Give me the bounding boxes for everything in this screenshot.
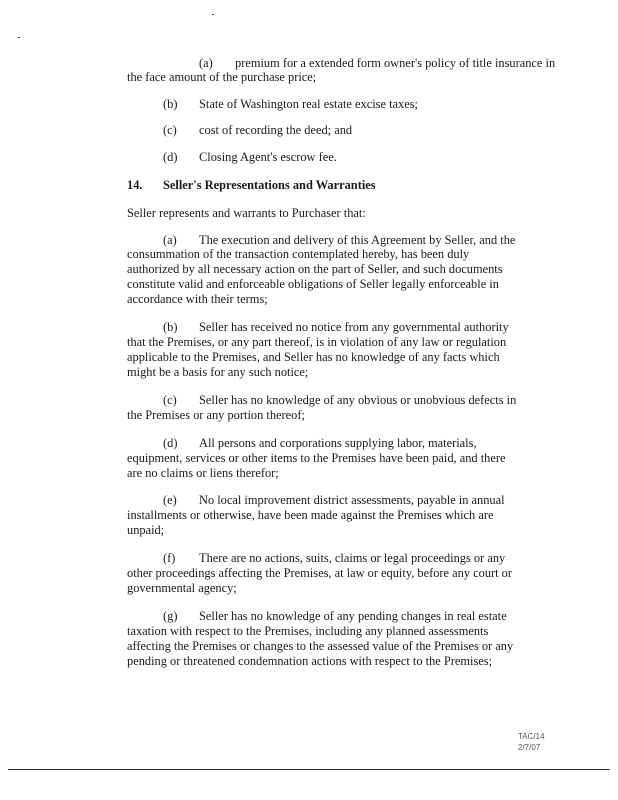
- rep-item-d-line-1: [127, 435, 539, 451]
- rep-item-d-text-1: All persons and corporations supplying labor, materials,: [199, 436, 477, 450]
- cost-item-d-label: (d): [163, 150, 178, 164]
- scan-speck: [18, 37, 20, 38]
- rep-item-g-text-1: Seller has no knowledge of any pending changes in real estate: [199, 609, 507, 623]
- rep-item-g-label: (g): [163, 609, 178, 623]
- rep-item-a-line-2: consummation of the transaction contemplated hereby, has been duly: [127, 247, 470, 261]
- rep-item-e-label: (e): [163, 493, 177, 507]
- rep-item-e-line-1: [127, 492, 539, 508]
- rep-item-f-line-1: [127, 550, 539, 566]
- cost-item-b: [127, 96, 539, 112]
- rep-item-g-line-4: pending or threatened condemnation actions with respect to the Premises;: [127, 654, 493, 668]
- rep-item-a-label: (a): [163, 233, 177, 247]
- rep-item-f-text-1: There are no actions, suits, claims or legal proceedings or any: [199, 551, 506, 565]
- rep-item-c-text-1: Seller has no knowledge of any obvious or unobvious defects in: [199, 393, 517, 407]
- footer-code-line-1: TAC/14: [518, 732, 545, 741]
- cost-item-c-text: cost of recording the deed; and: [199, 123, 353, 137]
- rep-item-f-label: (f): [163, 551, 176, 565]
- rep-item-c-label: (c): [163, 393, 177, 407]
- rep-item-e-text-1: No local improvement district assessments, payable in annual: [199, 493, 505, 507]
- rep-item-d-label: (d): [163, 436, 178, 450]
- cost-item-d-text: Closing Agent's escrow fee.: [199, 150, 337, 164]
- rep-item-b-line-4: might be a basis for any such notice;: [127, 365, 309, 379]
- cost-item-c-label: (c): [163, 123, 177, 137]
- footer-code-line-2: 2/7/07: [518, 743, 541, 752]
- rep-item-b-label: (b): [163, 320, 178, 334]
- section-number: 14.: [127, 178, 143, 192]
- cost-item-b-text: State of Washington real estate excise taxes;: [199, 97, 418, 111]
- rep-item-g-line-2: taxation with respect to the Premises, including any planned assessments: [127, 624, 489, 638]
- rep-item-f-line-2: other proceedings affecting the Premises, at law or equity, before any court or: [127, 566, 513, 580]
- rep-item-d-line-3: are no claims or liens therefor;: [127, 466, 279, 480]
- section-title: Seller's Representations and Warranties: [163, 178, 376, 192]
- rep-item-c-line-1: [127, 392, 539, 408]
- cost-item-d: [127, 149, 539, 165]
- bottom-rule: [8, 769, 610, 770]
- rep-item-b-line-2: that the Premises, or any part thereof, is in violation of any law or regulation: [127, 335, 507, 349]
- cost-item-b-label: (b): [163, 97, 178, 111]
- rep-item-e-line-2: installments or otherwise, have been made against the Premises which are: [127, 508, 494, 522]
- section-heading: [127, 177, 539, 193]
- rep-item-a-text-1: The execution and delivery of this Agreement by Seller, and the: [199, 233, 516, 247]
- rep-item-c-line-2: the Premises or any portion thereof;: [127, 408, 305, 422]
- cost-item-a-line-2: the face amount of the purchase price;: [127, 70, 317, 84]
- rep-item-b-text-1: Seller has received no notice from any governmental authority: [199, 320, 509, 334]
- rep-item-a-line-5: accordance with their terms;: [127, 292, 268, 306]
- scan-speck: [212, 14, 214, 15]
- rep-item-g-line-3: affecting the Premises or changes to the assessed value of the Premises or any: [127, 639, 514, 653]
- rep-item-b-line-1: [127, 319, 539, 335]
- rep-item-a-line-3: authorized by all necessary action on the part of Seller, and such documents: [127, 262, 503, 276]
- rep-item-g-line-1: [127, 608, 539, 624]
- rep-item-f-line-3: governmental agency;: [127, 581, 237, 595]
- cost-item-c: [127, 122, 539, 138]
- cost-item-a-label: (a): [199, 56, 213, 70]
- rep-item-a-line-4: constitute valid and enforceable obligations of Seller legally enforceable in: [127, 277, 499, 291]
- cost-item-a-text-1: premium for a extended form owner's policy of title insurance in: [235, 56, 556, 70]
- section-intro: Seller represents and warrants to Purchaser that:: [127, 206, 366, 220]
- rep-item-e-line-3: unpaid;: [127, 523, 165, 537]
- rep-item-d-line-2: equipment, services or other items to the Premises have been paid, and there: [127, 451, 506, 465]
- rep-item-b-line-3: applicable to the Premises, and Seller has no knowledge of any facts which: [127, 350, 500, 364]
